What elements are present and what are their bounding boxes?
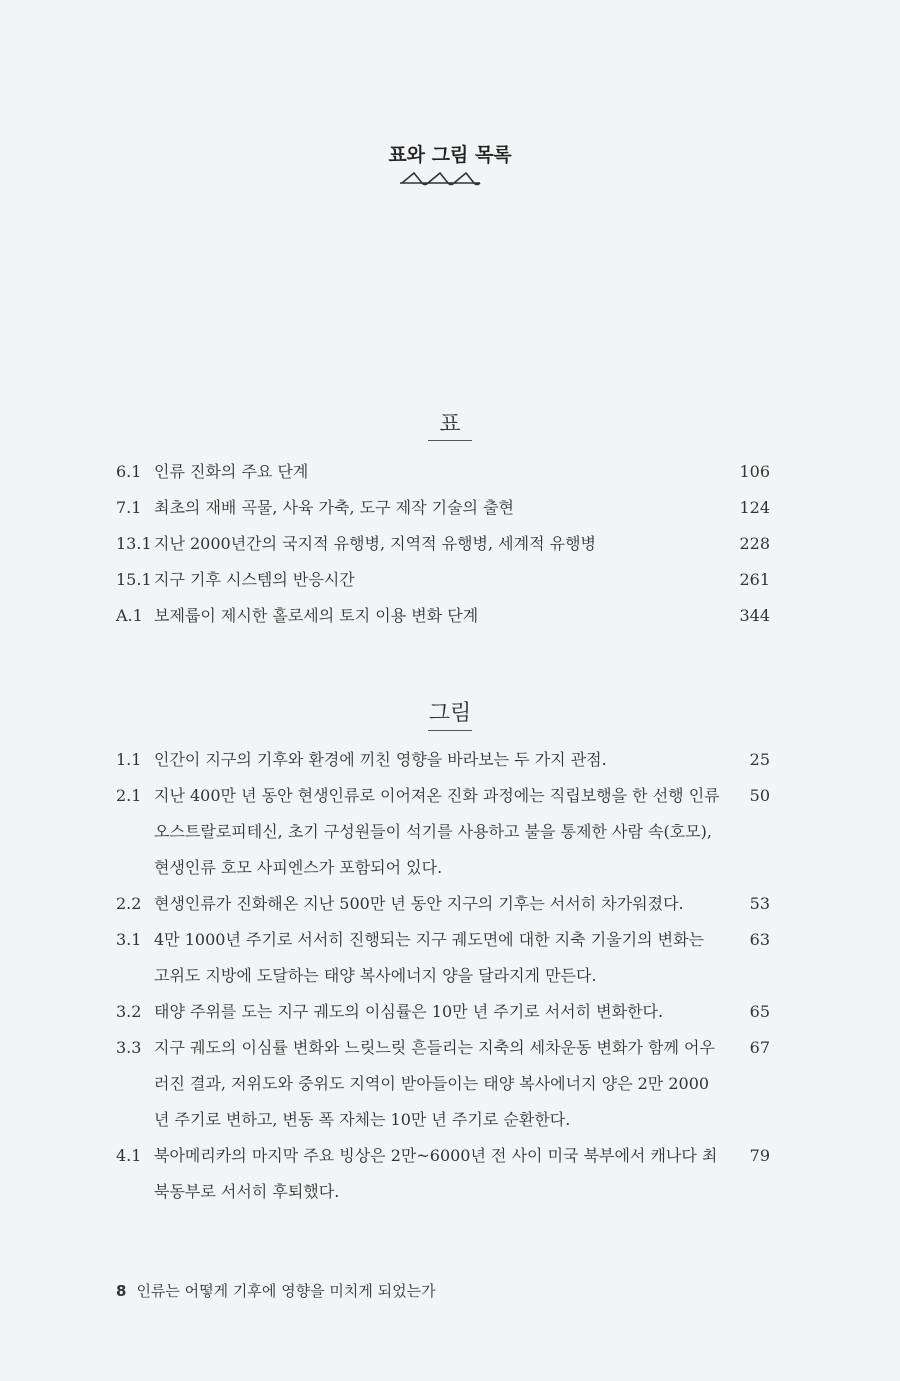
entry-page: 106 bbox=[739, 462, 770, 481]
entry-title: 최초의 재배 곡물, 사육 가축, 도구 제작 기술의 출현 bbox=[154, 498, 514, 517]
entry-page: 63 bbox=[749, 930, 770, 949]
entry-page: 67 bbox=[749, 1038, 770, 1057]
figures-heading: 그림 bbox=[428, 701, 472, 726]
entry-page: 261 bbox=[739, 570, 770, 589]
entry-number: 3.3 bbox=[116, 1038, 142, 1057]
entry-title: 보제룹이 제시한 홀로세의 토지 이용 변화 단계 bbox=[154, 606, 479, 625]
entry-title: 북아메리카의 마지막 주요 빙상은 2만~6000년 전 사이 미국 북부에서 캐나다 최북동부로 서서히 후퇴했다. bbox=[154, 1146, 718, 1201]
entry-title: 지구 기후 시스템의 반응시간 bbox=[154, 570, 355, 589]
entry-page: 228 bbox=[739, 534, 770, 553]
footer-book-title: 인류는 어떻게 기후에 영향을 미치게 되었는가 bbox=[136, 1282, 436, 1300]
tables-heading: 표 bbox=[439, 412, 461, 437]
footer-page-number: 8 bbox=[116, 1282, 127, 1300]
entry-number: 13.1 bbox=[116, 534, 152, 553]
tables-heading-underline bbox=[428, 440, 472, 441]
page-footer bbox=[116, 1280, 436, 1301]
entry-title: 지구 궤도의 이심률 변화와 느릿느릿 흔들리는 지축의 세차운동 변화가 함께 어우러진 결과, 저위도와 중위도 지역이 받아들이는 태양 복사에너지 양은 2만 2000년 주기로 변하고, 변동 폭 자체는 10만 년 주기로 순환한다. bbox=[154, 1038, 715, 1129]
entry-number: 6.1 bbox=[116, 462, 142, 481]
entry-page: 25 bbox=[749, 750, 770, 769]
entry-number: 3.2 bbox=[116, 1002, 142, 1021]
entry-title: 지난 400만 년 동안 현생인류로 이어져온 진화 과정에는 직립보행을 한 선행 인류 오스트랄로피테신, 초기 구성원들이 석기를 사용하고 불을 통제한 사람 속(호모), 현생인류 호모 사피엔스가 포함되어 있다. bbox=[154, 786, 720, 877]
entry-title: 지난 2000년간의 국지적 유행병, 지역적 유행병, 세계적 유행병 bbox=[154, 534, 596, 553]
title-ornament-icon bbox=[398, 170, 482, 190]
entry-page: 53 bbox=[749, 894, 770, 913]
entry-number: A.1 bbox=[116, 606, 143, 625]
entry-number: 15.1 bbox=[116, 570, 152, 589]
entry-title: 인간이 지구의 기후와 환경에 끼친 영향을 바라보는 두 가지 관점. bbox=[154, 750, 607, 769]
page-title: 표와 그림 목록 bbox=[388, 144, 512, 166]
entry-page: 124 bbox=[739, 498, 770, 517]
entry-number: 2.2 bbox=[116, 894, 142, 913]
entry-title: 태양 주위를 도는 지구 궤도의 이심률은 10만 년 주기로 서서히 변화한다. bbox=[154, 1002, 664, 1021]
figures-heading-underline bbox=[428, 730, 472, 731]
entry-number: 3.1 bbox=[116, 930, 142, 949]
entry-number: 2.1 bbox=[116, 786, 142, 805]
entry-title: 인류 진화의 주요 단계 bbox=[154, 462, 309, 481]
entry-title: 현생인류가 진화해온 지난 500만 년 동안 지구의 기후는 서서히 차가워졌다. bbox=[154, 894, 684, 913]
entry-page: 50 bbox=[749, 786, 770, 805]
entry-number: 4.1 bbox=[116, 1146, 142, 1165]
entry-number: 1.1 bbox=[116, 750, 142, 769]
entry-page: 65 bbox=[749, 1002, 770, 1021]
entry-number: 7.1 bbox=[116, 498, 142, 517]
entry-page: 344 bbox=[739, 606, 770, 625]
entry-title: 4만 1000년 주기로 서서히 진행되는 지구 궤도면에 대한 지축 기울기의 변화는 고위도 지방에 도달하는 태양 복사에너지 양을 달라지게 만든다. bbox=[154, 930, 704, 985]
entry-page: 79 bbox=[749, 1146, 770, 1165]
